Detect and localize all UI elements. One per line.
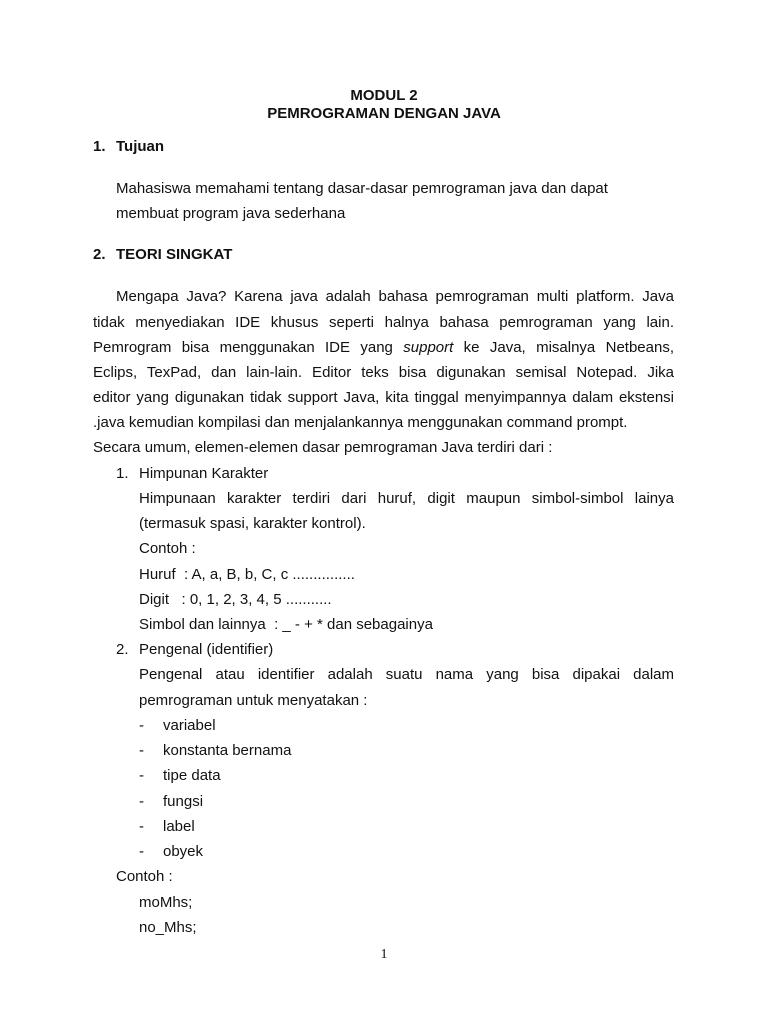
paragraph-line: Eclips, TexPad, dan lain-lain. Editor teks bisa digunakan semisal Notepad. Jika bbox=[93, 364, 674, 381]
example-label: Contoh : bbox=[139, 540, 196, 557]
module-subtitle: PEMROGRAMAN DENGAN JAVA bbox=[267, 105, 501, 122]
page-number: 1 bbox=[380, 947, 388, 962]
list-desc-line: (termasuk spasi, karakter kontrol). bbox=[139, 515, 366, 532]
list-desc-line: pemrograman untuk menyatakan : bbox=[139, 692, 368, 709]
bullet-item: - variabel bbox=[139, 717, 216, 734]
bullet-item: - konstanta bernama bbox=[139, 742, 292, 759]
paragraph-line: .java kemudian kompilasi dan menjalankannya menggunakan command prompt. bbox=[93, 414, 628, 431]
paragraph-line: editor yang digunakan tidak support Java, kita tinggal menyimpannya dalam ekstensi bbox=[93, 389, 674, 406]
bullet-item: - obyek bbox=[139, 843, 204, 860]
code-example: no_Mhs; bbox=[139, 919, 197, 936]
bullet-item: - fungsi bbox=[139, 793, 204, 810]
list-item-himpunan bbox=[116, 465, 268, 483]
paragraph-line: Mengapa Java? Karena java adalah bahasa pemrograman multi platform. Java bbox=[116, 288, 674, 305]
bullet-dash: - bbox=[139, 742, 144, 759]
bullet-item: - label bbox=[139, 818, 195, 835]
section-title: Tujuan bbox=[116, 138, 165, 155]
list-item-pengenal bbox=[116, 641, 273, 659]
list-title: Pengenal (identifier) bbox=[139, 641, 274, 658]
paragraph-line: Pemrogram bisa menggunakan IDE yang support ke Java, misalnya Netbeans, bbox=[93, 339, 674, 356]
section-number: 2. bbox=[93, 246, 106, 263]
bullet-dash: - bbox=[139, 843, 144, 860]
section-number: 1. bbox=[93, 138, 106, 155]
tujuan-line-1: Mahasiswa memahami tentang dasar-dasar pemrograman java dan dapat bbox=[116, 180, 608, 197]
list-number: 1. bbox=[116, 465, 129, 482]
bullet-dash: - bbox=[139, 767, 144, 784]
code-example: moMhs; bbox=[139, 894, 193, 911]
tujuan-line-2: membuat program java sederhana bbox=[116, 205, 346, 222]
paragraph-line: Secara umum, elemen-elemen dasar pemrograman Java terdiri dari : bbox=[93, 439, 553, 456]
bullet-dash: - bbox=[139, 793, 144, 810]
section-heading-tujuan bbox=[93, 138, 164, 156]
example-simbol: Simbol dan lainnya : _ - + * dan sebagainya bbox=[139, 616, 433, 633]
bullet-dash: - bbox=[139, 818, 144, 835]
bullet-item: - tipe data bbox=[139, 767, 221, 784]
module-title: MODUL 2 bbox=[350, 87, 418, 104]
list-number: 2. bbox=[116, 641, 129, 658]
example-label: Contoh : bbox=[116, 868, 173, 885]
section-title: TEORI SINGKAT bbox=[116, 246, 233, 263]
bullet-dash: - bbox=[139, 717, 144, 734]
list-desc-line: Pengenal atau identifier adalah suatu nama yang bisa dipakai dalam bbox=[139, 666, 674, 683]
emphasis-support: support bbox=[403, 339, 454, 356]
list-title: Himpunan Karakter bbox=[139, 465, 269, 482]
example-digit: Digit : 0, 1, 2, 3, 4, 5 ........... bbox=[139, 591, 332, 608]
example-huruf: Huruf : A, a, B, b, C, c ............... bbox=[139, 566, 355, 583]
list-desc-line: Himpunaan karakter terdiri dari huruf, digit maupun simbol-simbol lainya bbox=[139, 490, 674, 507]
section-heading-teori bbox=[93, 246, 232, 264]
paragraph-line: tidak menyediakan IDE khusus seperti halnya bahasa pemrograman yang lain. bbox=[93, 314, 674, 331]
